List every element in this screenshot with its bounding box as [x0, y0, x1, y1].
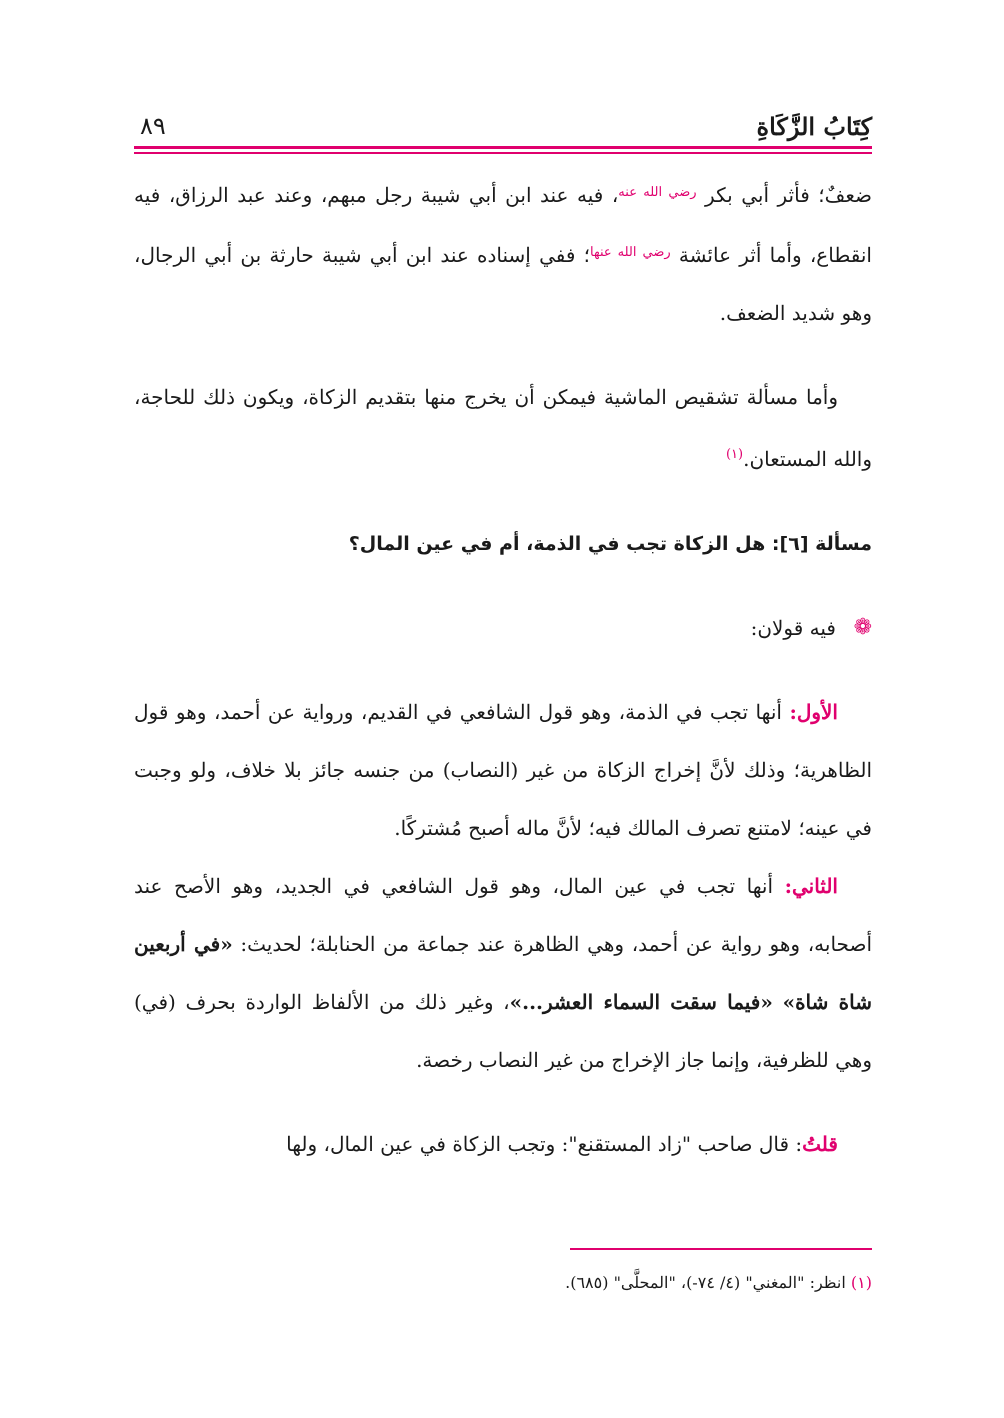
- opinion-label: الأول:: [789, 700, 838, 724]
- paragraph-weakness: [134, 164, 872, 342]
- text-run: الرجال، وهو شديد الضعف.: [134, 243, 872, 325]
- opinion-first: [134, 683, 872, 857]
- opinion-second: [134, 857, 872, 1089]
- flower-ornament-icon: ❁: [853, 615, 872, 640]
- page-header: [134, 108, 872, 148]
- paragraph-qultu: [134, 1115, 872, 1173]
- intro-text: فيه قولان:: [750, 616, 836, 640]
- footnote-text: انظر: "المغني" (٤/ ٧٤-)، "المحلَّى" (٦٨٥).: [565, 1273, 851, 1292]
- issue-heading: [134, 514, 872, 573]
- text-run: أنها تجب في عين المال، وهو قول الشافعي في الجديد، وهو الأصح عند أصحابه، وهو رواية عن أحمد، وهي الظاهرة عند جماعة من الحنابلة؛ لحديث:: [134, 874, 873, 956]
- paragraph-livestock: [134, 368, 872, 488]
- text-run: فيه انقطاع، وأما أثر عائشة: [134, 183, 872, 267]
- opinion-label: الثاني:: [784, 874, 838, 898]
- hadith-quote: «فيما سقت السماء العشر...»: [509, 990, 773, 1014]
- text-run: : قال صاحب "زاد المستقنع": وتجب الزكاة في عين المال، ولها: [286, 1132, 803, 1156]
- header-rule-bottom: [134, 152, 872, 154]
- text-run: ضعفٌ؛ فأثر أبي بكر: [705, 183, 872, 207]
- text-run: ، فيه عند ابن أبي شيبة رجل مبهم، وعند عبد الرزاق،: [168, 183, 619, 207]
- hadith-quote: «في أربعين شاة شاة»: [134, 932, 873, 1014]
- qultu-label: قلتُ: [802, 1132, 838, 1156]
- text-run: ؛ ففي إسناده عند ابن أبي شيبة حارثة بن أبي: [204, 243, 591, 267]
- page-number: ٨٩: [140, 112, 166, 140]
- footnote: [134, 1268, 872, 1298]
- footnote-reference[interactable]: (١): [725, 447, 744, 462]
- intro-line: [134, 599, 872, 657]
- text-run: ، وغير ذلك من الألفاظ الواردة بحرف (في) وهي للظرفية، وإنما جاز الإخراج من غير النصاب رخصة.: [134, 990, 872, 1072]
- honorific-icon: رضي الله عنها: [590, 245, 671, 260]
- honorific-icon: رضي الله عنه: [618, 185, 697, 200]
- footnote-number: (١): [850, 1273, 872, 1292]
- book-title: كِتَابُ الزَّكَاةِ: [756, 112, 872, 141]
- issue-title: مسألة [٦]: هل الزكاة تجب في الذمة، أم في عين المال؟: [348, 533, 872, 555]
- body-text: [134, 164, 872, 1173]
- text-run: أنها تجب في الذمة، وهو قول الشافعي في القديم، ورواية عن أحمد، وهو قول الظاهرية؛ وذلك لأنَّ إخراج الزكاة من غير (النصاب) من جنسه جائز بلا خلاف، ولو وجبت في عينه؛ لامتنع تصرف المالك فيه؛ لأنَّ ماله أصبح مُشتركًا.: [134, 700, 873, 840]
- footnote-rule: [570, 1248, 872, 1250]
- text-run: وأما مسألة تشقيص الماشية فيمكن أن يخرج منها بتقديم الزكاة، ويكون ذلك للحاجة، والله المستعان.: [134, 385, 872, 471]
- header-rule-top: [134, 146, 872, 149]
